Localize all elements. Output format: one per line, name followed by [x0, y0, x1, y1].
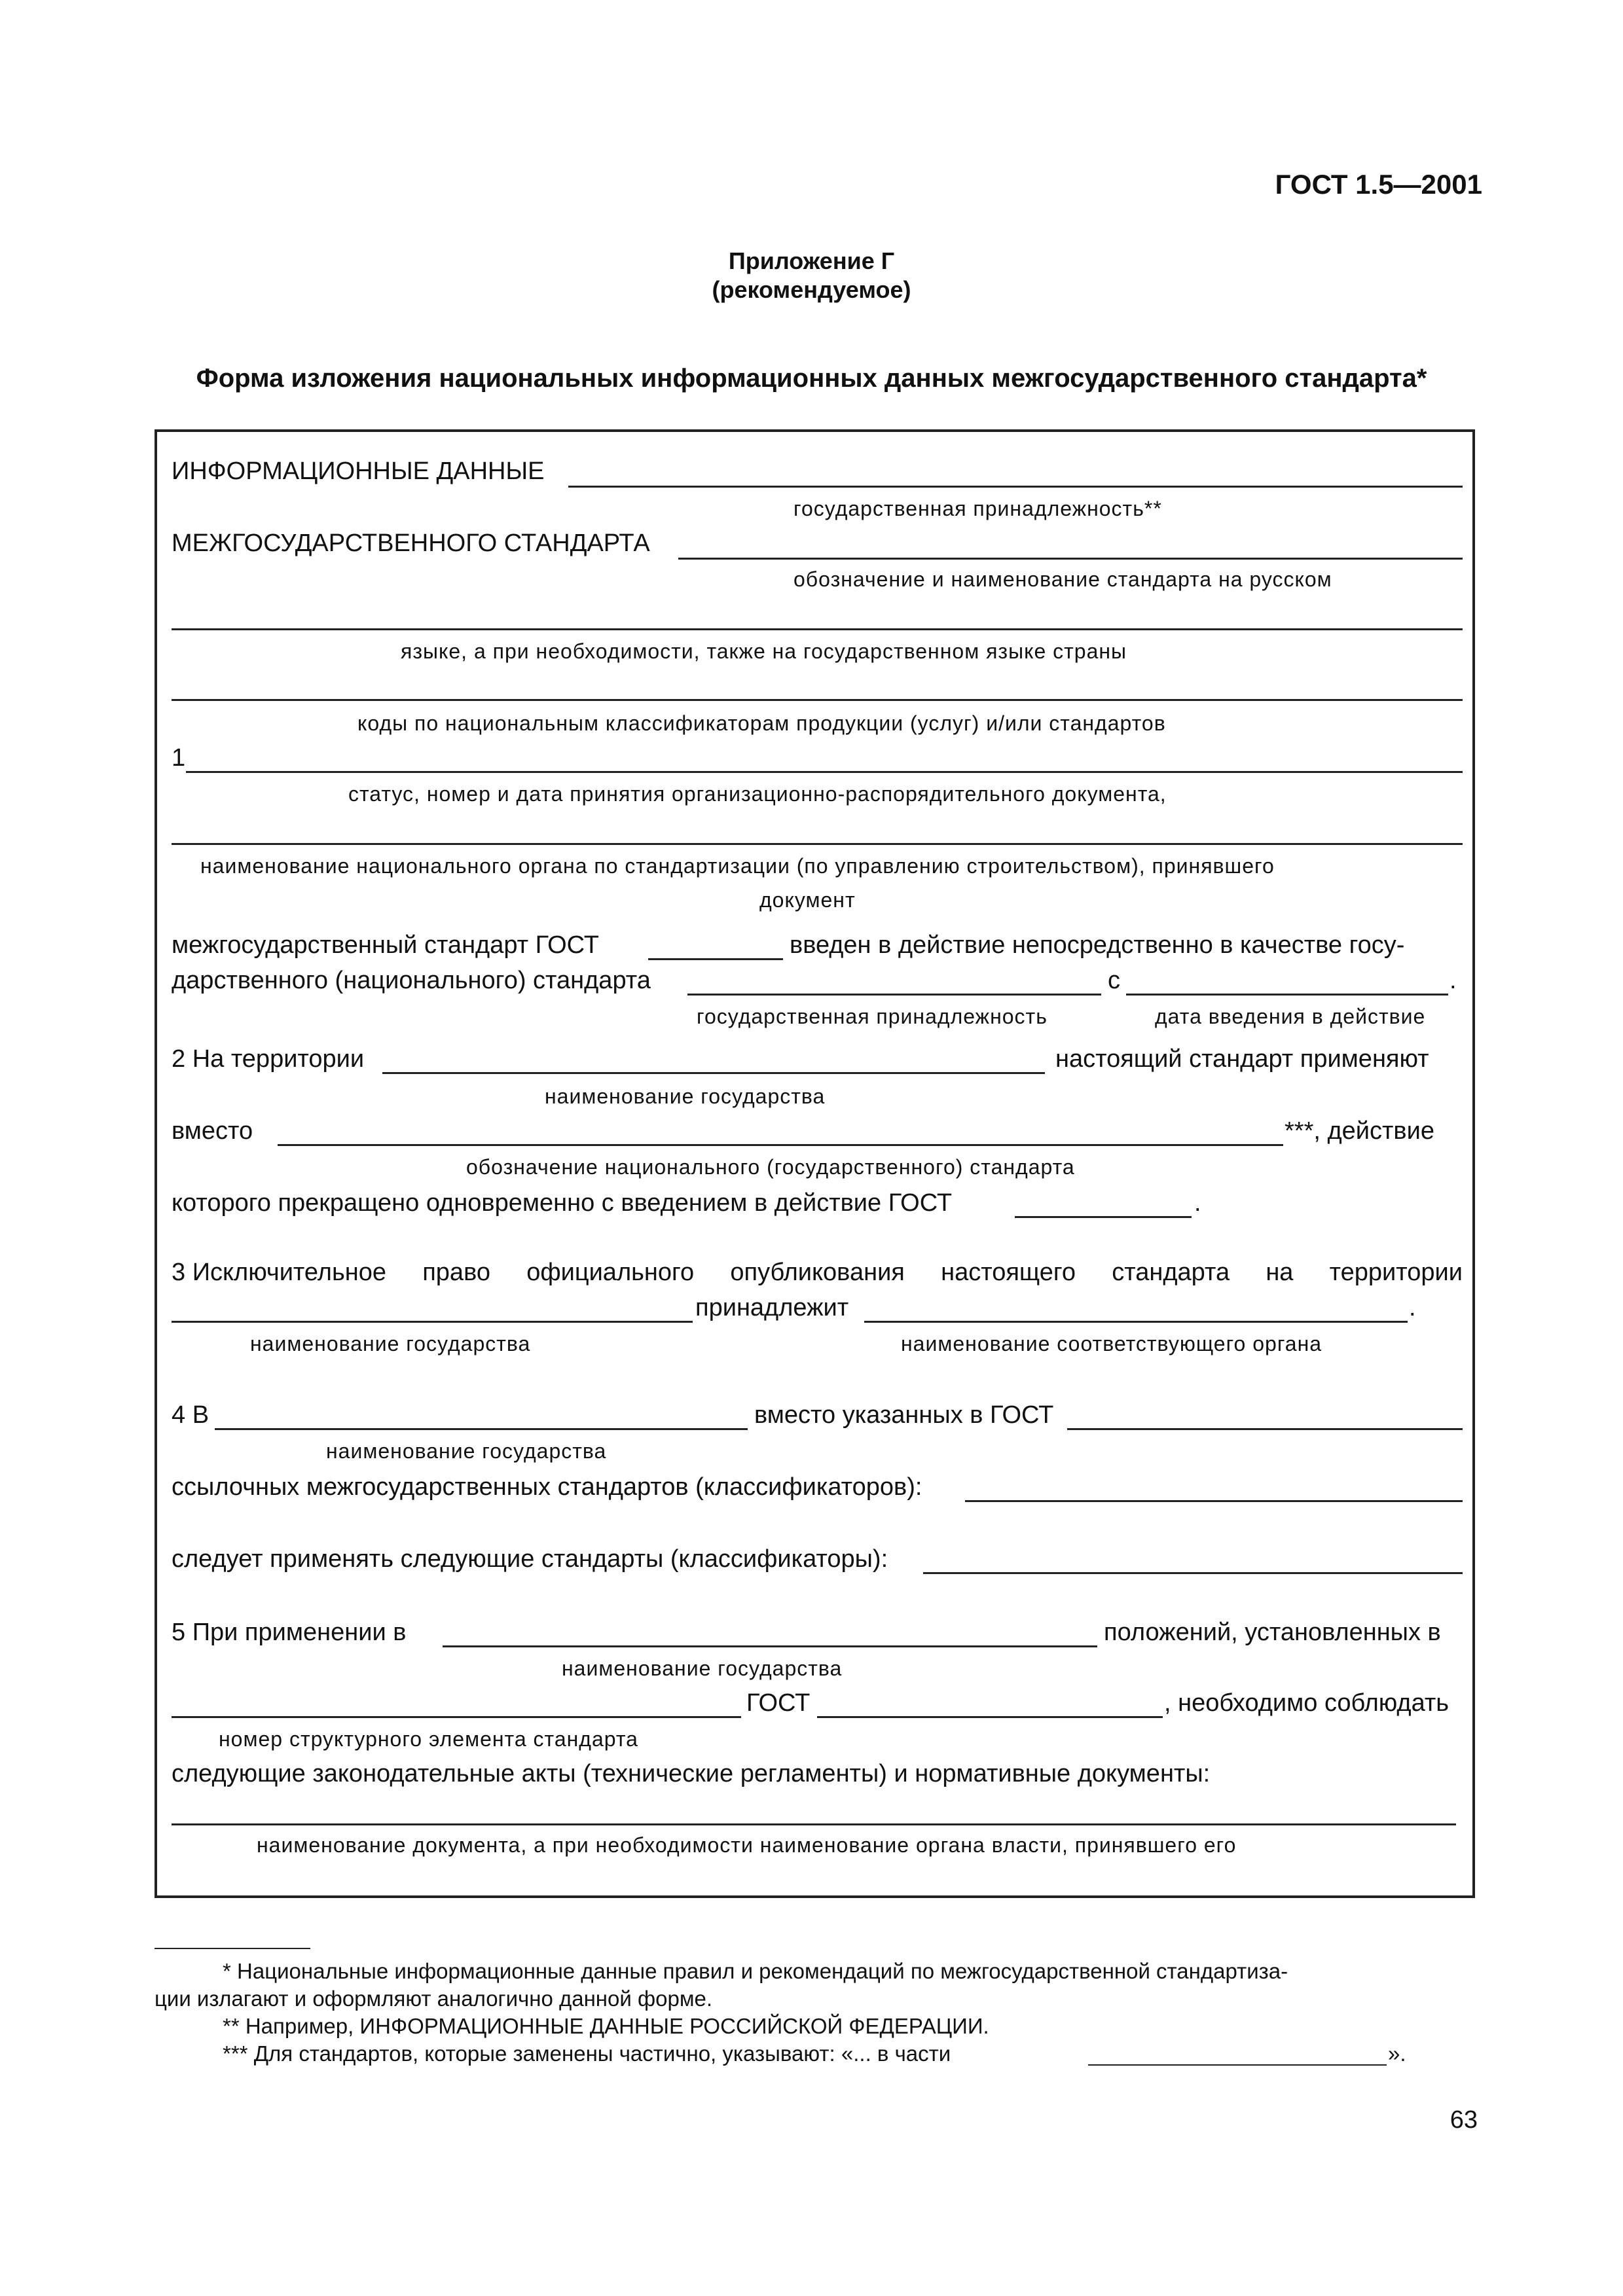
row18-caption: номер структурного элемента стандарта: [219, 1727, 638, 1751]
row2-label: МЕЖГОСУДАРСТВЕННОГО СТАНДАРТА: [172, 529, 650, 557]
row17-state-field[interactable]: [443, 1645, 1097, 1647]
row5-field[interactable]: [186, 771, 1463, 773]
row4-caption: коды по национальным классификаторам продукции (услуг) и/или стандартов: [357, 711, 1166, 735]
appendix-subtitle: (рекомендуемое): [712, 276, 911, 303]
row8-text-b: с: [1108, 967, 1120, 994]
row13-state-field[interactable]: [172, 1321, 693, 1323]
row11-gost-field[interactable]: [1015, 1216, 1192, 1218]
row18-gost-field[interactable]: [817, 1716, 1163, 1718]
row3-field[interactable]: [172, 628, 1463, 630]
row17-text-a: 5 При применении в: [172, 1619, 407, 1646]
row5-number: 1: [172, 744, 186, 772]
row12-word: опубликования: [730, 1259, 905, 1286]
form-title: Форма изложения национальных информационных данных межгосударственного стандарта*: [196, 364, 1427, 393]
row1-label: ИНФОРМАЦИОННЫЕ ДАННЫЕ: [172, 457, 545, 485]
row14-text-a: 4 В: [172, 1401, 210, 1429]
row7-text-b: введен в действие непосредственно в качестве госу-: [790, 931, 1405, 959]
page-number: 63: [1450, 2106, 1478, 2134]
row8-affiliation-field[interactable]: [687, 994, 1101, 996]
row7-gost-field[interactable]: [648, 958, 783, 960]
row7-text-a: межгосударственный стандарт ГОСТ: [172, 931, 600, 959]
row12-word: на: [1266, 1259, 1294, 1286]
row13-text-a: принадлежит: [695, 1294, 849, 1321]
row12-word: официального: [526, 1259, 695, 1286]
row2-caption: обозначение и наименование стандарта на русском: [793, 567, 1332, 591]
row6-field[interactable]: [172, 843, 1463, 845]
document-code: ГОСТ 1.5—2001: [1275, 169, 1482, 200]
footnote-1a: * Национальные информационные данные правил и рекомендаций по межгосударственной стандартиза-: [223, 1959, 1288, 1983]
row19-caption: наименование документа, а при необходимости наименование органа власти, принявшего его: [257, 1833, 1237, 1857]
row14-gost-field[interactable]: [1067, 1428, 1463, 1430]
row1-caption: государственная принадлежность**: [793, 497, 1162, 520]
row10-text-b: ***, действие: [1285, 1117, 1434, 1145]
row13-organ-field[interactable]: [864, 1321, 1408, 1323]
row6-caption-b: документ: [759, 888, 856, 912]
row18-text-a: ГОСТ: [746, 1689, 811, 1717]
row8-text-c: .: [1450, 967, 1457, 994]
row8-caption-b: дата введения в действие: [1155, 1005, 1426, 1028]
row9-text-b: настоящий стандарт применяют: [1055, 1045, 1429, 1073]
row11-text-b: .: [1194, 1189, 1201, 1217]
row12-word: право: [422, 1259, 490, 1286]
row17-text-b: положений, установленных в: [1104, 1619, 1441, 1646]
row12-word: 3 Исключительное: [172, 1259, 386, 1286]
row6-caption-a: наименование национального органа по стандартизации (по управлению строительством), принявшего: [200, 854, 1275, 878]
footnote-3b: ».: [1388, 2041, 1406, 2066]
row12-word: настоящего: [941, 1259, 1076, 1286]
row19-field[interactable]: [172, 1823, 1456, 1825]
row2-field[interactable]: [678, 558, 1463, 560]
row10-caption: обозначение национального (государственного) стандарта: [466, 1155, 1075, 1179]
row9-caption: наименование государства: [545, 1085, 826, 1108]
row13-caption-b: наименование соответствующего органа: [901, 1332, 1322, 1355]
footnote-2: ** Например, ИНФОРМАЦИОННЫЕ ДАННЫЕ РОССИЙСКОЙ ФЕДЕРАЦИИ.: [223, 2014, 989, 2038]
footnote-separator: [155, 1948, 310, 1949]
row12-text: [172, 1259, 1463, 1285]
row10-text-a: вместо: [172, 1117, 253, 1145]
row4-field[interactable]: [172, 699, 1463, 701]
row19-text: следующие законодательные акты (технические регламенты) и нормативные документы:: [172, 1760, 1211, 1787]
row8-date-field[interactable]: [1126, 994, 1448, 996]
row8-text-a: дарственного (национального) стандарта: [172, 967, 651, 994]
appendix-title: Приложение Г: [728, 247, 895, 274]
footnote-1b: ции излагают и оформляют аналогично данной форме.: [155, 1986, 713, 2011]
row8-caption-a: государственная принадлежность: [697, 1005, 1048, 1028]
row10-standard-field[interactable]: [278, 1144, 1283, 1146]
row5-caption: статус, номер и дата принятия организационно-распорядительного документа,: [348, 782, 1167, 806]
footnote-3-field: [1088, 2064, 1387, 2066]
row15-text: ссылочных межгосударственных стандартов (классификаторов):: [172, 1473, 922, 1501]
row15-field[interactable]: [965, 1500, 1463, 1502]
row11-text-a: которого прекращено одновременно с введением в действие ГОСТ: [172, 1189, 953, 1217]
row14-caption: наименование государства: [326, 1439, 607, 1463]
row12-word: территории: [1329, 1259, 1463, 1286]
row14-text-b: вместо указанных в ГОСТ: [754, 1401, 1054, 1429]
row1-field[interactable]: [568, 486, 1463, 488]
row9-text-a: 2 На территории: [172, 1045, 365, 1073]
row13-caption-a: наименование государства: [250, 1332, 531, 1355]
row13-text-b: .: [1409, 1294, 1416, 1321]
row18-text-b: , необходимо соблюдать: [1164, 1689, 1450, 1717]
row16-field[interactable]: [923, 1572, 1463, 1574]
footnote-3a: *** Для стандартов, которые заменены частично, указывают: «... в части: [223, 2041, 951, 2066]
row18-element-field[interactable]: [172, 1716, 741, 1718]
row14-state-field[interactable]: [215, 1428, 748, 1430]
row12-word: стандарта: [1112, 1259, 1230, 1286]
row16-text: следует применять следующие стандарты (классификаторы):: [172, 1545, 888, 1573]
row17-caption: наименование государства: [562, 1657, 843, 1680]
row9-state-field[interactable]: [382, 1072, 1045, 1074]
row3-caption: языке, а при необходимости, также на государственном языке страны: [401, 639, 1127, 663]
